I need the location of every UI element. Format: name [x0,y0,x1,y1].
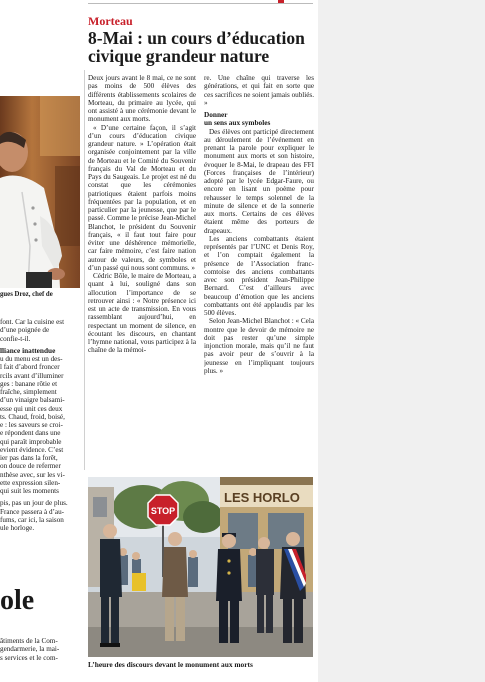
paragraph: Les anciens combattants étaient représentés par l’UNC et Denis Roy, et l’on comptait également la présence de l’Association franc-comtoise des anciens combattants avec son président Jean-Philippe Bernard. C’est d’ailleurs avec beaucoup d’émotion que les anciens combattants ont été applaudis par les 500 élèves. [204,234,314,317]
left-line: d’un vinaigre balsami- [0,396,65,405]
left-line: gendarmerie, la mai- [0,645,60,654]
left-line: ts. Chaud, froid, boisé, [0,412,65,421]
paragraph: « D’une certaine façon, il s’agit d’un cours d’éducation civique grandeur nature. » L’opération était organisée conjointement par la ville de Morteau et le Comité du Souvenir français du Val de Morteau et du Pays du Saugeais. Le projet est né du constat que les cérémonies patriotiques étaient parfois moins fréquentées par la population, et en particulier par la jeunesse, que par le passé. Comme le précise Jean-Michel Blanchot, le président du Souvenir français, « il faut tout faire pour éviter une déshérence mémorielle, car faire mémoire, c’est faire nation autour de valeurs, de symboles et d’un passé qui nous sont communs. » [88,123,196,272]
article-headline: 8-Mai : un cours d’éducation civique grandeur nature [88,28,305,66]
left-line: ette expression silen- [0,478,61,487]
stop-sign-text: STOP [150,506,176,516]
paragraph: Selon Jean-Michel Blanchot : « Cela montre que le devoir de mémoire ne doit pas rester qu’une simple injonction morale, mais qu’il ne faut pas avoir peur de s’ouvrir à la jeunesse en l’impliquant toujours plus. » [204,317,314,375]
chef-photo [0,96,80,288]
top-rule [88,3,313,4]
left-line: l fait d’abord froncer [0,363,60,372]
chef-photo-image [0,96,80,288]
left-line: font. Car la cuisine est [0,318,65,326]
photo-caption: L’heure des discours devant le monument aux morts [88,660,253,669]
ceremony-photo-image [88,477,313,657]
left-line: fums, car ici, la saison [0,515,64,524]
left-line: ier pas dans la forêt, [0,454,58,462]
left-line: pis, pas un jour de plus. [0,499,68,508]
subhead-line-1: Donner [204,110,228,119]
shop-sign-text: LES HORLO [224,490,300,505]
column-divider [84,70,85,470]
left-line: d’une poignée de [0,326,50,335]
left-line: u du menu est un des- [0,355,63,363]
article-column-2 [204,74,314,468]
left-line: e répondent dans une [0,429,61,438]
left-headline-fragment: ole [0,585,35,616]
gray-background-panel [318,0,485,682]
left-bottom-text [0,637,80,682]
left-line: evient évidence. C’est [0,445,64,454]
article-column-1 [88,74,196,468]
left-line: e : les saveurs se croi- [0,421,63,429]
left-photo-caption: gues Droz, chef de [0,291,53,298]
article-kicker: Morteau [88,14,133,28]
left-line: ges : banane rôtie et [0,379,58,388]
left-line: s services et le com- [0,653,58,662]
paragraph: re. Une chaîne qui traverse les générations, et qui fait en sorte que ces sacrifices ne soient jamais oubliés. » [204,74,314,107]
left-line: France passera à d’au- [0,507,65,516]
left-line: esse qui unit ces deux [0,404,63,413]
left-article-text [0,318,80,566]
left-line: rcils avant d’illuminer [0,371,64,380]
left-line: confie-t-il. [0,334,31,343]
ceremony-photo [88,477,313,657]
left-line: on douce de refermer [0,462,61,471]
left-line: qui suit les moments [0,487,59,495]
left-line: nthèse avec, sur les vi- [0,470,65,479]
left-line: qui paraît improbable [0,437,62,446]
left-line: ule horloge. [0,524,35,532]
left-line: âtiments de la Com- [0,637,58,645]
left-line: fraîche, simplement [0,388,57,396]
paragraph: Deux jours avant le 8 mai, ce ne sont pas moins de 500 élèves des différents établissements scolaires de Morteau, du primaire au lycée, qui ont assisté à une cérémonie devant le monument aux morts. [88,74,196,124]
paragraph: Cédric Bôle, le maire de Morteau, a quant à lui, souligné dans son allocution l’importance de se retrouver ainsi : « Notre présence ici est un acte de transmission. En vous rassemblant aujourd’hui, en respectant un moment de silence, en écoutant les discours, en chantant l’hymne national, vous participez à la chaîne de la mémoi- [88,272,196,355]
left-subhead: lliance inattendue [0,345,56,355]
subhead-line-2: un sens aux symboles [204,118,271,128]
paragraph: Des élèves ont participé directement au déroulement de l’événement en prenant la parole pour expliquer le monument aux morts et son histoire, évoquer le 8-Mai, le drapeau des FFI (Forces françaises de l’intérieur) adopté par le lycée Edgar-Faure, ou encore en lisant un poème pour rehausser le temps solennel de la minute de silence et de la sonnerie aux morts. Certains de ces élèves étaient même des porteurs de drapeaux. [204,127,314,235]
